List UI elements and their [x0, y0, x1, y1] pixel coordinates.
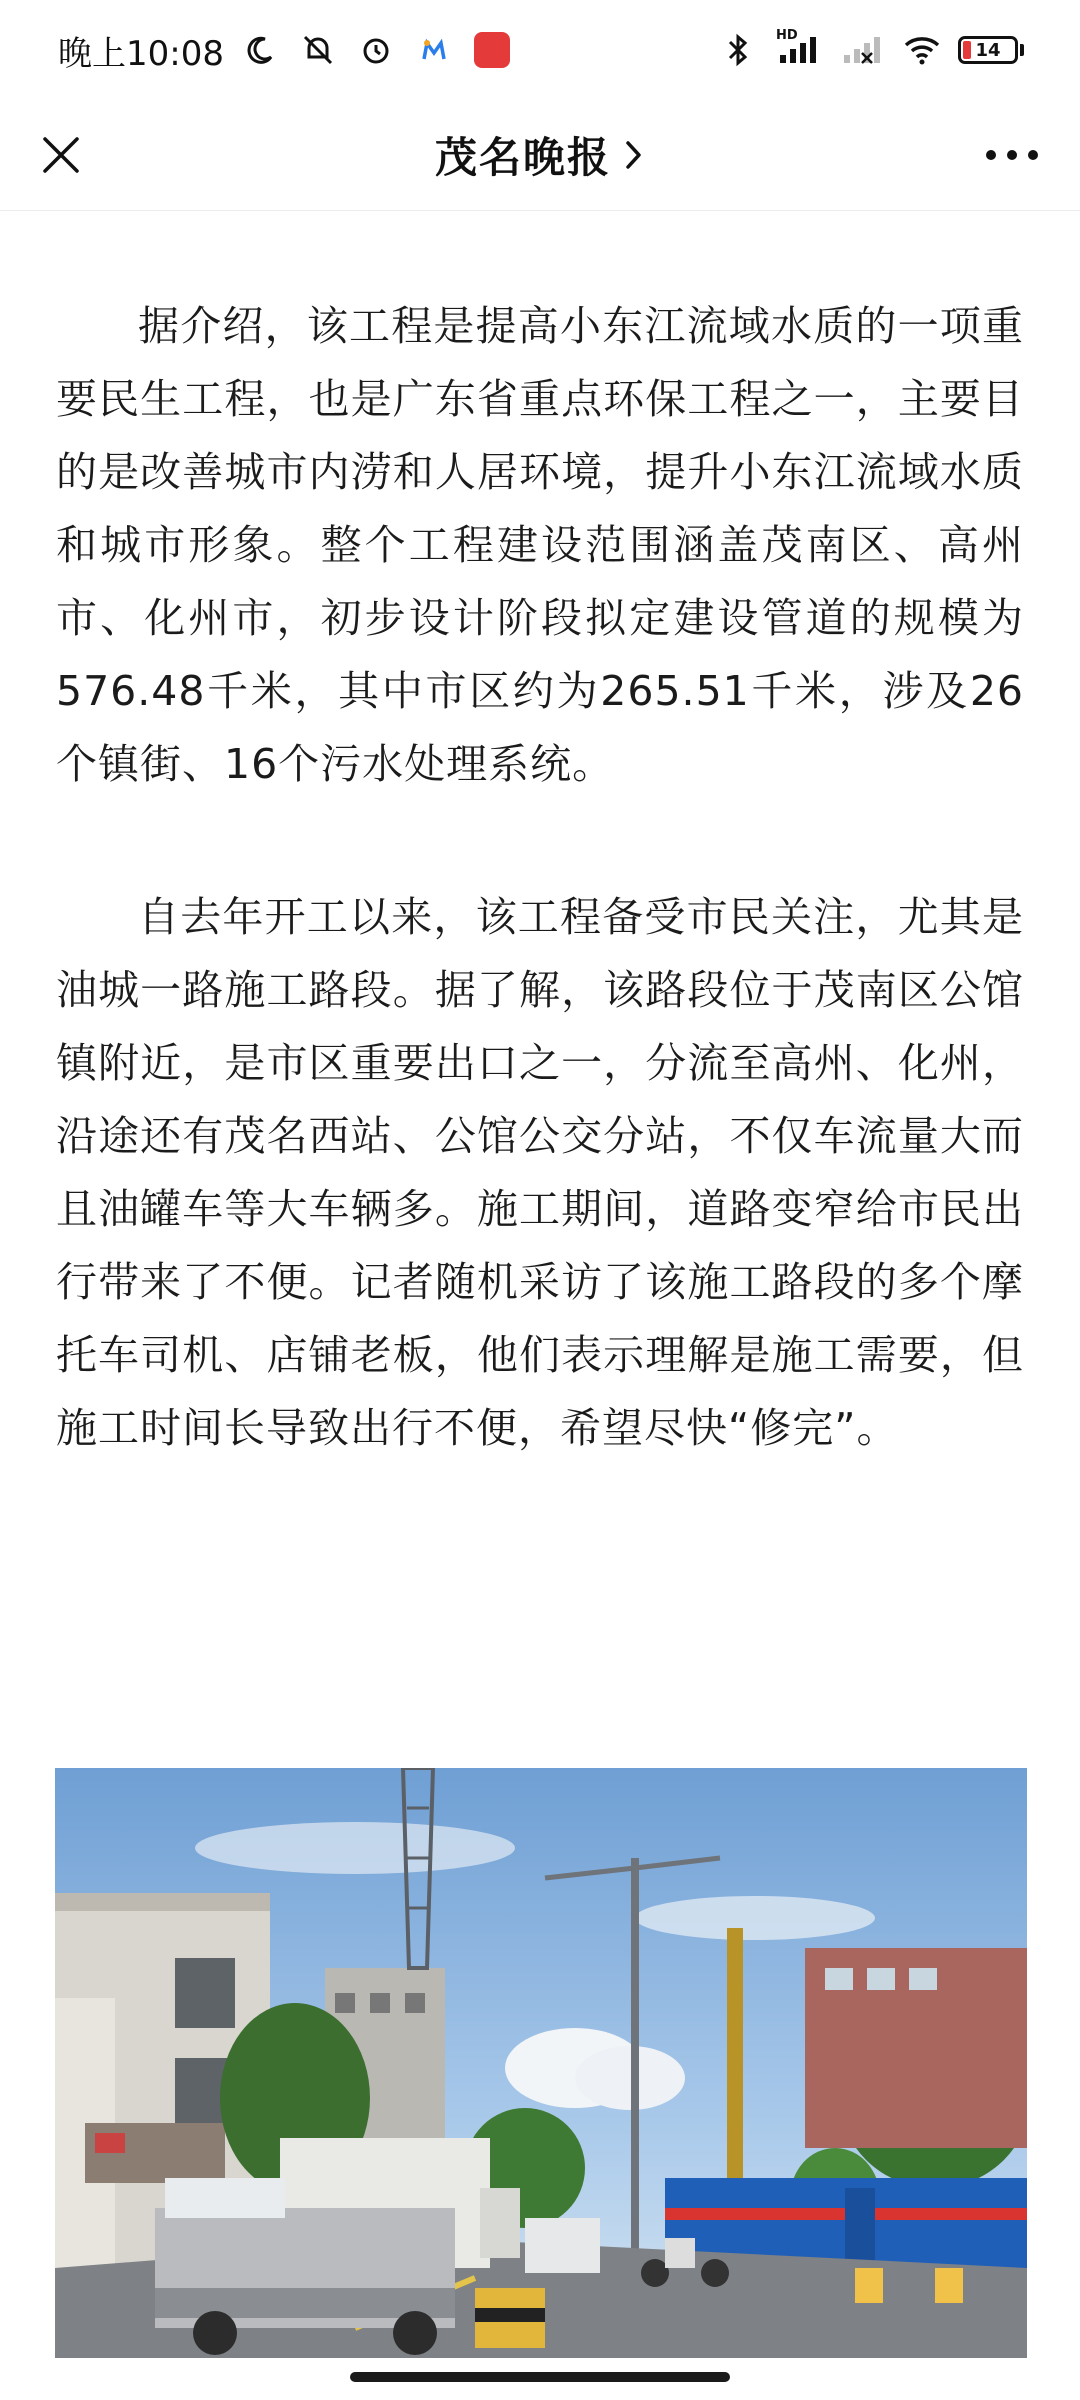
- app-m-icon: [412, 28, 456, 72]
- page-title: 茂名晚报: [434, 133, 611, 182]
- close-icon: [41, 135, 81, 175]
- home-indicator[interactable]: [350, 2372, 730, 2382]
- mute-icon: [296, 28, 340, 72]
- more-icon: [984, 148, 1040, 162]
- bluetooth-icon: [716, 28, 760, 72]
- article-body: [56, 290, 1024, 1465]
- moon-icon: [238, 28, 282, 72]
- close-button[interactable]: [30, 124, 92, 186]
- construction-site-photo: [55, 1768, 1027, 2358]
- alarm-icon: [354, 28, 398, 72]
- signal-icon: [840, 28, 886, 72]
- article-paragraph: 自去年开工以来，该工程备受市民关注，尤其是油城一路施工路段。据了解，该路段位于茂南区公馆镇附近，是市区重要出口之一，分流至高州、化州，沿途还有茂名西站、公馆公交分站，不仅车流量大而且油罐车等大车辆多。施工期间，道路变窄给市民出行带来了不便。记者随机采访了该施工路段的多个摩托车司机、店铺老板，他们表示理解是施工需要，但施工时间长导致出行不便，希望尽快“修完”。: [56, 893, 1024, 1452]
- status-bar-left: [58, 26, 514, 75]
- chevron-right-icon: [623, 138, 645, 172]
- battery-fill: [963, 41, 971, 59]
- article-paragraph: 据介绍，该工程是提高小东江流域水质的一项重要民生工程，也是广东省重点环保工程之一，主要目的是改善城市内涝和人居环境，提升小东江流域水质和城市形象。整个工程建设范围涵盖茂南区、高州市、化州市，初步设计阶段拟定建设管道的规模为576.48千米，其中市区约为265.51千米，涉及26个镇街、16个污水处理系统。: [56, 302, 1024, 788]
- wifi-icon: [900, 28, 944, 72]
- signal-hd-icon: [774, 28, 826, 72]
- more-button[interactable]: [976, 124, 1048, 186]
- status-time: 晚上10:08: [58, 33, 224, 74]
- battery-level: 14: [975, 39, 1001, 61]
- hd-label: HD: [776, 28, 798, 43]
- status-bar-right: [716, 28, 1024, 72]
- app-red-icon: [470, 28, 514, 72]
- article-photo[interactable]: [55, 1768, 1027, 2358]
- battery-indicator: [958, 36, 1024, 64]
- account-title-link[interactable]: [435, 125, 645, 185]
- top-bar: [0, 100, 1080, 211]
- status-bar: [0, 0, 1080, 100]
